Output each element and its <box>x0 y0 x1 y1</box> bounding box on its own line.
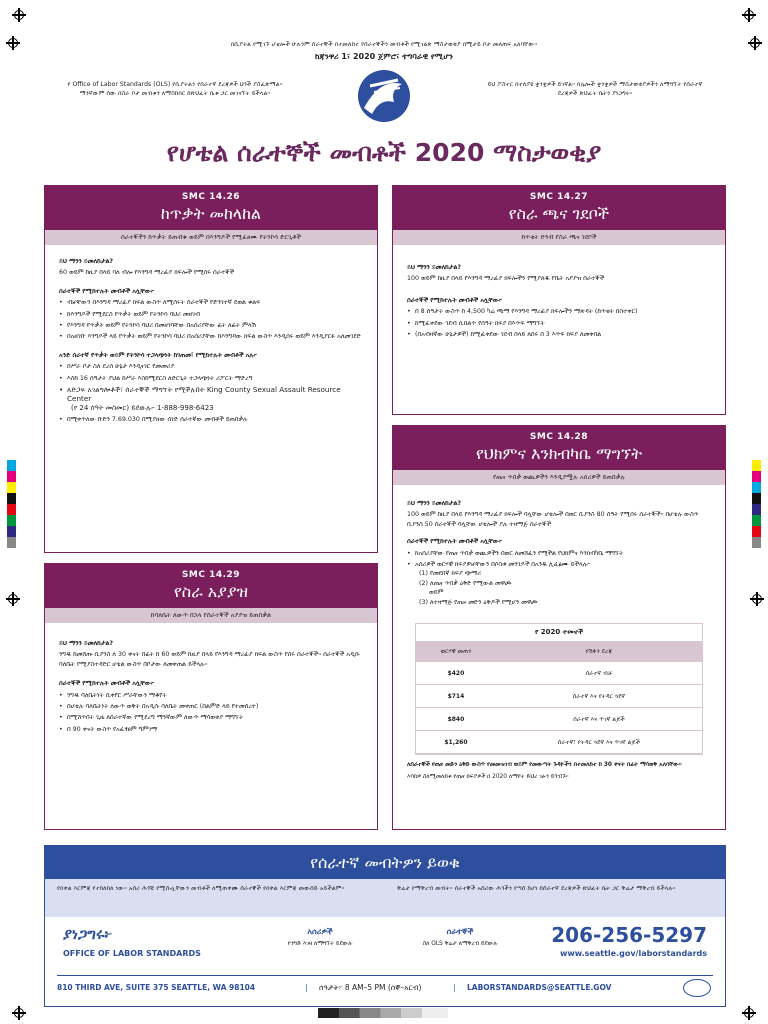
panel-title: ከጥቃት መከላከል <box>160 204 262 223</box>
know-your-rights-box <box>44 845 726 1007</box>
answer: ንግዱ ከመሸጡ ቢያንስ ለ 30 ቀናት በፊት ከ 60 ወይም ከዚያ በላይ የእንግዳ ማረፊያ ክፍል ውስጥ የሰሩ ሰራተኞች። ሰራተኞች አዲሱ ባለቤት የሚያስተዳድር ሆቴል ውስጥ በቦታው ለመቀጠል ይችላሉ። <box>59 651 360 668</box>
office-hours: ሰዓታት፦ 8 AM–5 PM (ሰኞ–አርብ) <box>319 983 422 992</box>
registration-mark-icon <box>750 592 764 606</box>
color-bar-right <box>752 460 761 548</box>
gray-scale-bar <box>318 1008 448 1018</box>
header-left-text: የ Office of Labor Standards (OLS) የሲያትልን የሰራተኛ ደረጃዎች ህጎች ያስፈጽማል። ማንኛውም ሰው በስራ ቦታ መብቱን ለማስከበር ከጽህፈት ቤቱ ጋር መገናኘት ይችላል። <box>67 81 283 97</box>
level-cell: ሰራተኛ ብቻ <box>496 662 702 685</box>
registration-mark-icon <box>742 1006 756 1020</box>
panel-code: SMC 14.26 <box>181 192 241 202</box>
rates-table <box>415 623 703 755</box>
level-cell: ሰራተኛ እና የትዳር ጓደኛ <box>496 685 702 708</box>
panel-title: የስራ ጫና ገደቦች <box>508 204 610 223</box>
list-item: • በሆቴሉ ባለቤትነት ለውጥ ወቅት በአዲሱ ባለቤት መቀጠር (በልምድ ላይ የተመሰረተ) <box>59 702 363 711</box>
list-item: • ከእንግዶች የሚደርስ የጥቃት ወይም የትንኮሳ ባህሪ መዘገብ <box>59 310 363 319</box>
health-note: ለሰራተኞች የጤና መድን ዕቅድ ውስጥ የመመዝገብ ወይም የመውጣት ጉዳዮችን በተመለከተ ከ 30 ቀናት በፊት ማሳወቅ አለባቸው። <box>407 762 682 769</box>
panel-workload <box>392 185 726 415</box>
question: ይህ ማንን ይመለከታል? <box>407 500 461 507</box>
registration-mark-icon <box>12 8 26 22</box>
question: አንድ ሰራተኛ የጥቃት ወይም የትንኮሳ ተጋላጭነት ከገጠመ፣ የሚከተሉት መብቶች አሉ፦ <box>59 351 258 359</box>
registration-mark-icon <box>6 36 20 50</box>
list-item: • የእንግዳ የጥቃት ወይም የትንኮሳ ባህሪ በመዘገባቸው በአሰሪያቸው ፊት ለፊት ምላሽ <box>59 321 363 330</box>
list-item: • በሥራ ቦታ ስለ ደረሰ ሁኔታ እንዲናገር የመመሪያ <box>59 362 363 371</box>
panel-subtitle: ሰራተኞችን ከጥቃት ይጠብቁ ወይም በእንግዶች የሚፈፀሙ የትንኮሳ ድርጊቶች <box>45 230 377 245</box>
registration-mark-icon <box>12 1006 26 1020</box>
table-row <box>416 731 702 754</box>
option: (2) ለጤና ጥበቃ ዕቅድ የሚውል መዋጮ <box>419 579 512 587</box>
contact-row <box>45 917 725 967</box>
question: ሰራተኞች የሚከተሉት መብቶች አሏቸው፦ <box>59 680 155 688</box>
list-item: • በ 8 ሰዓታት ውስጥ ከ 4,500 ካሬ ጫማ የእንግዳ ማረፊያ ክፍሎችን ማጽዳት (ከጥቂት በስተቀር) <box>407 307 711 316</box>
seattle-seal-icon <box>350 68 418 124</box>
question: ይህ ማንን ይመለከታል? <box>59 640 113 647</box>
panel-title: የህክምና እንክብካቤ ማግኘት <box>475 444 643 463</box>
list-item: • በአዘገቡ እንግዶች ላይ የጥቃት ወይም የትንኮሳ ባህሪ በአሰሪያቸው ከእንግዳው ክፍል ውስጥ እንዲሰሩ ወይም እንዲያርፉ አለመገደድ <box>59 332 363 341</box>
table-row <box>416 662 702 685</box>
list-item: • ንግዱ ባለቤትነት ሲቀየር ሥራቸውን ማቆየት <box>59 691 363 700</box>
option: (1) የመደበኛ ክፍያ ጭማሪ <box>419 570 481 578</box>
know-title: የሰራተኛ መብትዎን ይወቁ <box>45 846 725 879</box>
panel-retention <box>44 563 378 830</box>
panel-violence <box>44 185 378 553</box>
column-header: የሽፋን ደረጃ <box>496 641 702 662</box>
phone-number[interactable]: 206-256-5297 <box>551 923 707 947</box>
employers-text: የንግድ እገዛ ለማግኘት ይደውሉ <box>287 941 353 947</box>
registration-mark-icon <box>742 8 756 22</box>
list-item: • ብቻቸውን በእንግዳ ማረፊያ ክፍል ውስጥ ለሚሰሩት ሰራተኞች የድንገተኛ ደወል ቁልፍ <box>59 298 363 307</box>
workers-label: ሰራተኞች <box>446 927 474 936</box>
amount-cell: $1,260 <box>416 731 496 754</box>
workers-text: ስለ OLS ቅሬታ ለማቅረብ ይደውሉ <box>422 941 498 947</box>
list-item: • ከአሰሪያቸው የጤና ጥበቃ ወጪዎችን በወር ለመሸፈን የሚችል የህክምና እንክብካቤ ማግኘት <box>407 549 711 558</box>
panel-code: SMC 14.29 <box>181 570 241 580</box>
list-item: • ለድጋፍ አገልግሎቶች፣ ሰራተኞች ማግኘት የሚችሉበት King County Sexual Assault Resource Center <box>59 385 363 404</box>
panel-subtitle: ከጥቂት ድንብ የስራ ጫና ገደቦች <box>393 230 725 245</box>
level-cell: ሰራተኛ፣ የትዳር ጓደኛ እና ጥገኛ ልጆች <box>496 731 702 754</box>
column-header: ወርሃዊ መጠን <box>416 641 496 662</box>
list-item: • በሚቀጥለው ቡድን 7.69.030 በሚያዘው ሰነድ ሰራተኛው መብቶች ይጠበቃሉ <box>59 415 363 424</box>
question: ይህ ማንን ይመለከታል? <box>59 258 113 265</box>
effective-date: ከጃንዋሪ 1፣ 2020 ጀምሮ፣ ተግባራዊ የሚሆን <box>315 52 453 61</box>
amount-cell: $714 <box>416 685 496 708</box>
employers-label: አሰሪዎች <box>307 927 333 936</box>
answer: 60 ወይም ከዚያ በላይ ባለ ብሎ የእንግዳ ማረፊያ ክፍሎች የሚሰሩ ሰራተኞች <box>59 269 235 277</box>
panel-code: SMC 14.27 <box>529 192 589 202</box>
retaliation-text: የበቀል እርምጃ የተከለከለ ነው። አሰሪ ሕጎቹ የሚሰጧቸውን መብቶች ለሚጠቀሙ ሰራተኞች የበቀል እርምጃ መውሰድ አይችልም። <box>57 885 345 892</box>
list-item: • ከሚፈቀደው ገደብ ሲበልጥ የሰዓት ክፍያ በእጥፍ ማግኘት <box>407 319 711 328</box>
seattle-seal-icon <box>683 979 711 997</box>
panel-health <box>392 425 726 830</box>
amount-cell: $840 <box>416 708 496 731</box>
registration-mark-icon <box>6 592 20 606</box>
panel-subtitle: ከባለቤት ለውጥ በኋላ የሰራተኞች አያያዝ ይጠበቃል <box>45 608 377 623</box>
list-item: • በሚሸጥበት ጊዜ ለሰራተኛው የሚደረግ ማንኛውም ለውጥ ማሳወቂያ ማግኘት <box>59 713 363 722</box>
divider: | <box>453 983 456 992</box>
question: ሰራተኞች የሚከተሉት መብቶች አሏቸው፦ <box>59 287 155 295</box>
health-note-2: እባክዎ ስለሚመለከቱ የጤና ክፍያዎች በ 2020 ለማየት ድህረ ገፁን ይጎብኙ። <box>407 774 569 781</box>
email-link[interactable]: LABORSTANDARDS@SEATTLE.GOV <box>467 983 612 992</box>
table-row <box>416 685 702 708</box>
list-item: • (በአብዛኛው ሁኔታዎች) ከሚፈቀደው ገደብ በላይ ለሰሩ በ 3 እጥፍ ክፍያ ለመቀበል <box>407 330 711 339</box>
page-title: የሆቴል ሰራተኞች መብቶች 2020 ማስታወቂያ <box>166 138 602 167</box>
level-cell: ሰራተኛ እና ጥገኛ ልጆች <box>496 708 702 731</box>
question: ሰራተኞች የሚከተሉት መብቶች አሏቸው፦ <box>407 296 503 304</box>
panel-title: የስራ አያያዝ <box>174 582 248 601</box>
contact-label: ያነጋግሩ፦ <box>63 925 113 943</box>
list-item: • አሰሪዎች ወርሃዊ ክፍያዎቻቸውን በሶስቱ መንገዶች በአንዱ ሊፈፅሙ ይችላሉ፦ <box>407 560 711 569</box>
amount-cell: $420 <box>416 662 496 685</box>
divider: | <box>305 983 308 992</box>
option: ወይም <box>429 589 444 597</box>
question: ሰራተኞች የሚከተሉት መብቶች አሏቸው፦ <box>407 538 503 546</box>
list-item: • በ 90 ቀናት ውስጥ የአፈፃፀም ግምገማ <box>59 725 363 734</box>
hotline: (የ 24 ሰዓት መስመር) ይደውሉ፦ 1-888-998-6423 <box>71 403 214 412</box>
table-row <box>416 708 702 731</box>
header-right-text: ይህ ፖስተር በተለያዩ ቋንቋዎች ይገኛል። በሌሎች ቋንቋዎች ማስታወቂያዎችን ለማግኘት የሰራተኛ ደረጃዎች ጽህፈት ቤትን ያነጋግሩ። <box>487 81 703 97</box>
know-band <box>45 879 725 917</box>
complaint-text: ቅሬታ የማቅረብ መብት። ሰራተኞች አሰሪው ሕጎችን የጣሰ ከሆነ ከሰራተኛ ደረጃዎች ጽህፈት ቤት ጋር ቅሬታ ማቅረብ ይችላሉ። <box>397 885 676 892</box>
list-item: • እስከ 16 ሰዓታት ያህል ከሥራ እስከሚደርስ ለድርጊት ተጋላጭነት ሪፖርት ማድረግ <box>59 374 363 383</box>
address: 810 THIRD AVE, SUITE 375 SEATTLE, WA 98104 <box>57 983 256 992</box>
table-caption: የ 2020 ተመኖች <box>534 628 584 637</box>
option: (3) ለተዛማጅ የጤና መድን ዕቅዶች የሚሆን መዋጮ <box>419 598 538 606</box>
answer: 100 ወይም ከዚያ በላይ የእንግዳ ማረፊያ ክፍሎችን የሚያጸዱ የቤት አያያዝ ሰራተኞች <box>407 275 605 283</box>
website-link[interactable]: www.seattle.gov/laborstandards <box>559 949 707 958</box>
question: ይህ ማንን ይመለከታል? <box>407 264 461 271</box>
office-name: OFFICE OF LABOR STANDARDS <box>63 949 201 958</box>
color-bar-left <box>7 460 16 548</box>
answer: 100 ወይም ከዚያ በላይ የእንግዳ ማረፊያ ክፍሎች ባሏቸው ሆቴሎች በወር ቢያንስ 80 ሰዓት የሚሰሩ ሰራተኞች። በሆቴሉ ውስጥ ቢያንስ 50 ሰራተኞች ባሏቸው ሆቴሎች ያሉ ተዛማጅ ሰራተኞች <box>407 511 699 528</box>
panel-subtitle: የጤና ጥበቃ ወጪዎችን እንዲያሟሉ አሰሪዎች ይጠበቃሉ <box>393 470 725 485</box>
registration-mark-icon <box>748 36 762 50</box>
panel-code: SMC 14.28 <box>529 432 589 442</box>
footer-row <box>57 975 713 1000</box>
intro-line: በሲያትል የሚገኙ ሆቴሎች ሁሉንም ሰራተኞች በተመለከተ የሰራተኞችን መብቶች የሚገልጽ ማስታወቂያ በሚታይ ቦታ መለጠፍ አለባቸው። <box>230 41 538 48</box>
